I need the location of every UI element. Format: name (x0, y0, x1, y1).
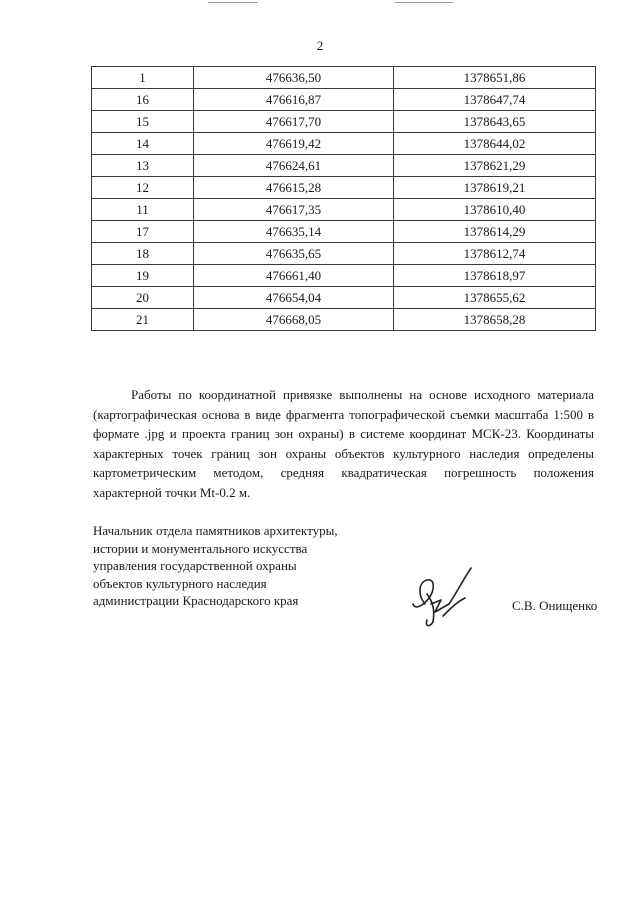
point-number-cell: 21 (92, 309, 194, 331)
point-number-cell: 12 (92, 177, 194, 199)
y-coordinate-cell: 1378655,62 (394, 287, 596, 309)
point-number-cell: 16 (92, 89, 194, 111)
table-row (92, 265, 596, 287)
table-row (92, 177, 596, 199)
x-coordinate-cell: 476654,04 (194, 287, 394, 309)
handwritten-signature (405, 564, 477, 632)
x-coordinate-cell: 476635,14 (194, 221, 394, 243)
coordinate-binding-paragraph: Работы по координатной привязке выполнены на основе исходного материала (картографическая основа в виде фрагмента топографической съемки масштаба 1:500 в формате .jpg и проекта границ зон охраны) в системе координат МСК-23. Координаты характерных точек границ зон охраны объектов культурного наследия определены картометрическим методом, средняя квадратическая погрешность положения характерной точки Mt-0.2 м. (93, 387, 594, 500)
y-coordinate-cell: 1378619,21 (394, 177, 596, 199)
coordinates-table (91, 66, 596, 331)
y-coordinate-cell: 1378614,29 (394, 221, 596, 243)
signer-title-line: объектов культурного наследия (93, 575, 267, 591)
x-coordinate-cell: 476617,35 (194, 199, 394, 221)
top-edge-mark-right (395, 2, 453, 3)
coordinates-table-body (92, 67, 596, 331)
y-coordinate-cell: 1378658,28 (394, 309, 596, 331)
y-coordinate-cell: 1378651,86 (394, 67, 596, 89)
point-number-cell: 14 (92, 133, 194, 155)
table-row (92, 221, 596, 243)
y-coordinate-cell: 1378610,40 (394, 199, 596, 221)
point-number-cell: 11 (92, 199, 194, 221)
y-coordinate-cell: 1378647,74 (394, 89, 596, 111)
signer-title-line: Начальник отдела памятников архитектуры, (93, 523, 338, 538)
table-row (92, 243, 596, 265)
y-coordinate-cell: 1378644,02 (394, 133, 596, 155)
point-number-cell: 17 (92, 221, 194, 243)
x-coordinate-cell: 476617,70 (194, 111, 394, 133)
x-coordinate-cell: 476668,05 (194, 309, 394, 331)
signer-title-block (93, 522, 403, 610)
table-row (92, 309, 596, 331)
point-number-cell: 15 (92, 111, 194, 133)
table-row (92, 67, 596, 89)
table-row (92, 199, 596, 221)
x-coordinate-cell: 476615,28 (194, 177, 394, 199)
y-coordinate-cell: 1378618,97 (394, 265, 596, 287)
table-row (92, 287, 596, 309)
signer-title-line: управления государственной охраны (93, 558, 297, 574)
y-coordinate-cell: 1378612,74 (394, 243, 596, 265)
x-coordinate-cell: 476661,40 (194, 265, 394, 287)
signer-title-line: администрации Краснодарского края (93, 593, 299, 609)
page-number: 2 (316, 38, 324, 53)
point-number-cell: 20 (92, 287, 194, 309)
point-number-cell: 18 (92, 243, 194, 265)
x-coordinate-cell: 476635,65 (194, 243, 394, 265)
point-number-cell: 1 (92, 67, 194, 89)
table-row (92, 89, 596, 111)
top-edge-mark-left (208, 2, 258, 3)
signer-title-line: истории и монументального искусства (93, 540, 308, 556)
x-coordinate-cell: 476624,61 (194, 155, 394, 177)
table-row (92, 111, 596, 133)
table-row (92, 133, 596, 155)
x-coordinate-cell: 476636,50 (194, 67, 394, 89)
x-coordinate-cell: 476616,87 (194, 89, 394, 111)
point-number-cell: 19 (92, 265, 194, 287)
point-number-cell: 13 (92, 155, 194, 177)
signer-name: С.В. Онищенко (512, 598, 598, 613)
y-coordinate-cell: 1378621,29 (394, 155, 596, 177)
y-coordinate-cell: 1378643,65 (394, 111, 596, 133)
table-row (92, 155, 596, 177)
x-coordinate-cell: 476619,42 (194, 133, 394, 155)
